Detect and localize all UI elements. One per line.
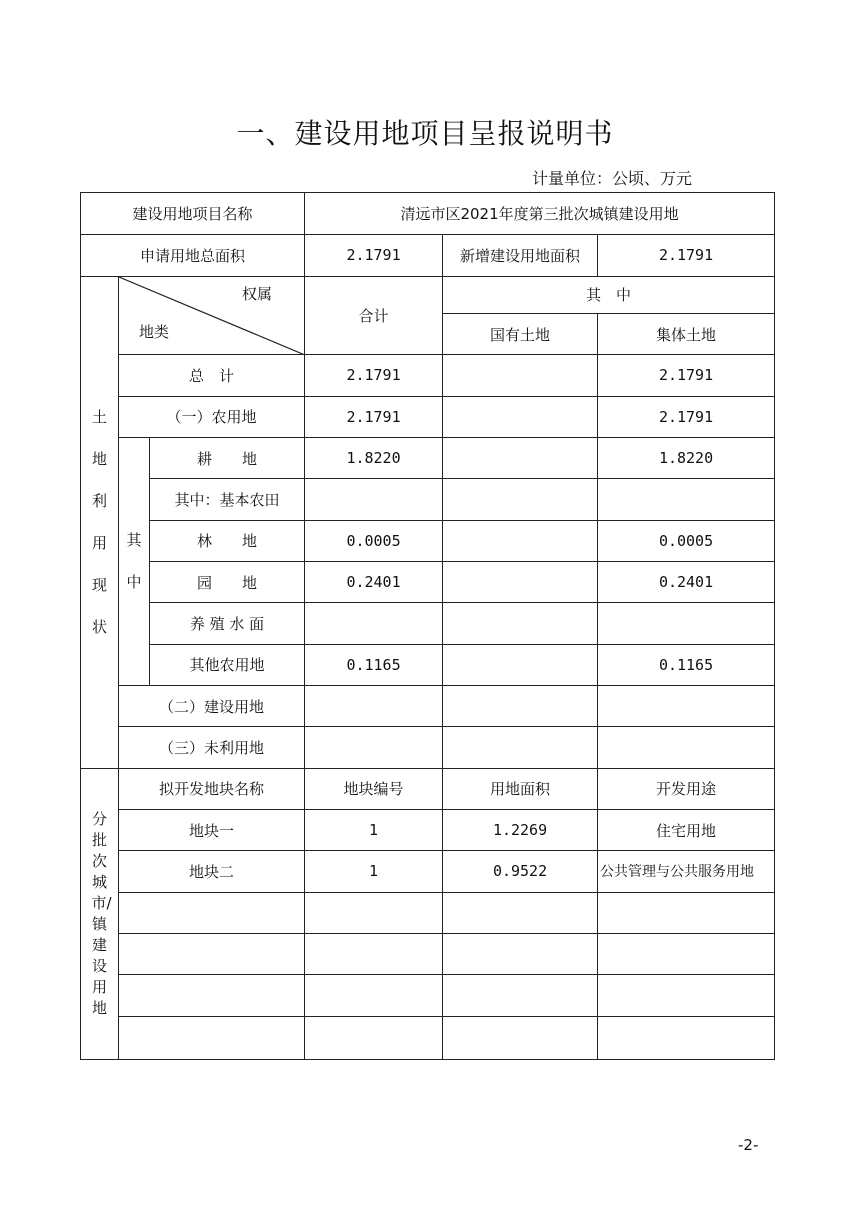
land-row-total-value: 0.1165: [305, 644, 443, 685]
land-row-label: （二）建设用地: [119, 685, 305, 726]
page-number: -2-: [738, 1136, 759, 1154]
parcel-area-header: 用地面积: [443, 768, 598, 809]
parcel-name: [119, 975, 305, 1016]
land-type-header: 地类: [139, 323, 170, 342]
land-row-unused: [81, 727, 775, 768]
land-row-collective-value: 2.1791: [598, 396, 775, 437]
parcel-number: [305, 892, 443, 933]
land-row-state-value: [443, 561, 598, 602]
project-form-table: [80, 192, 775, 1060]
land-row-forest: [81, 520, 775, 561]
land-row-total-value: 1.8220: [305, 437, 443, 478]
land-row-label: （三）未利用地: [119, 727, 305, 768]
parcel-name: 地块二: [119, 851, 305, 892]
land-row-state-value: [443, 437, 598, 478]
land-row-collective-value: 0.1165: [598, 644, 775, 685]
land-row-state-value: [443, 603, 598, 644]
land-row-collective-value: 2.1791: [598, 355, 775, 396]
land-row-total-value: 0.0005: [305, 520, 443, 561]
land-row-label: 林 地: [150, 520, 305, 561]
new-area-value: 2.1791: [598, 235, 775, 276]
parcel-section-text: 分批次城市/镇建设用地: [91, 809, 112, 1017]
parcel-use: [598, 933, 775, 974]
parcel-area: [443, 933, 598, 974]
parcel-row: [81, 933, 775, 974]
parcel-name: 地块一: [119, 809, 305, 850]
parcel-use: 公共管理与公共服务用地: [598, 851, 775, 892]
land-row-label: 总 计: [119, 355, 305, 396]
land-row-label: 园 地: [150, 561, 305, 602]
total-header: 合计: [305, 276, 443, 355]
land-row-agricultural: [81, 396, 775, 437]
land-row-state-value: [443, 479, 598, 520]
land-row-total-value: [305, 727, 443, 768]
state-owned-header: 国有土地: [443, 313, 598, 354]
land-row-state-value: [443, 685, 598, 726]
parcel-use: [598, 892, 775, 933]
land-row-construction: [81, 685, 775, 726]
land-row-collective-value: 0.2401: [598, 561, 775, 602]
land-row-collective-value: 0.0005: [598, 520, 775, 561]
diagonal-line: [119, 277, 304, 355]
parcel-use: 住宅用地: [598, 809, 775, 850]
parcel-area: 1.2269: [443, 809, 598, 850]
parcel-row: [81, 809, 775, 850]
land-row-state-value: [443, 396, 598, 437]
land-row-total-value: [305, 603, 443, 644]
land-row-label: 养 殖 水 面: [150, 603, 305, 644]
land-header-row-1: [81, 276, 775, 313]
project-name-label: 建设用地项目名称: [81, 193, 305, 235]
parcel-area: 0.9522: [443, 851, 598, 892]
land-row-collective-value: [598, 685, 775, 726]
collective-header: 集体土地: [598, 313, 775, 354]
land-row-total-value: 0.2401: [305, 561, 443, 602]
land-use-section-text: 土地利用现状: [91, 408, 107, 637]
parcel-row: [81, 851, 775, 892]
land-row-aquaculture: [81, 603, 775, 644]
parcel-header-row: [81, 768, 775, 809]
page-title: 一、建设用地项目呈报说明书: [236, 117, 614, 150]
parcel-number: [305, 1016, 443, 1059]
land-row-total-value: 2.1791: [305, 396, 443, 437]
parcel-name-header: 拟开发地块名称: [119, 768, 305, 809]
new-area-label: 新增建设用地面积: [443, 235, 598, 276]
parcel-use: [598, 1016, 775, 1059]
project-name-value: 清远市区2021年度第三批次城镇建设用地: [305, 193, 775, 235]
total-area-label: 申请用地总面积: [81, 235, 305, 276]
land-row-collective-value: 1.8220: [598, 437, 775, 478]
land-row-garden: [81, 561, 775, 602]
land-row-label: （一）农用地: [119, 396, 305, 437]
parcel-section-label: [81, 768, 119, 1059]
parcel-number-header: 地块编号: [305, 768, 443, 809]
parcel-number: 1: [305, 809, 443, 850]
land-row-state-value: [443, 727, 598, 768]
parcel-row: [81, 975, 775, 1016]
land-use-section-label: [81, 276, 119, 768]
total-area-value: 2.1791: [305, 235, 443, 276]
land-row-total-value: [305, 479, 443, 520]
land-row-other-agricultural: [81, 644, 775, 685]
area-row: [81, 235, 775, 276]
parcel-use: [598, 975, 775, 1016]
ownership-header: 权属: [242, 284, 273, 303]
land-row-collective-value: [598, 603, 775, 644]
parcel-use-header: 开发用途: [598, 768, 775, 809]
land-row-label: 其中：基本农田: [150, 479, 305, 520]
land-row-basic-farmland: [81, 479, 775, 520]
land-row-state-value: [443, 644, 598, 685]
land-row-label: 耕 地: [150, 437, 305, 478]
parcel-name: [119, 892, 305, 933]
parcel-name: [119, 933, 305, 974]
land-row-total: [81, 355, 775, 396]
parcel-area: [443, 975, 598, 1016]
of-which-header: 其 中: [443, 276, 775, 313]
parcel-area: [443, 1016, 598, 1059]
land-row-total-value: [305, 685, 443, 726]
unit-note: 计量单位：公顷、万元: [531, 169, 692, 188]
land-row-collective-value: [598, 727, 775, 768]
project-name-row: [81, 193, 775, 235]
parcel-row: [81, 1016, 775, 1059]
sub-group-text: 其中: [126, 531, 142, 592]
parcel-number: [305, 975, 443, 1016]
sub-group-label: [119, 437, 150, 685]
land-row-label: 其他农用地: [150, 644, 305, 685]
parcel-number: 1: [305, 851, 443, 892]
land-row-state-value: [443, 355, 598, 396]
land-row-total-value: 2.1791: [305, 355, 443, 396]
land-row-cultivated: [81, 437, 775, 478]
parcel-number: [305, 933, 443, 974]
land-row-collective-value: [598, 479, 775, 520]
parcel-area: [443, 892, 598, 933]
parcel-row: [81, 892, 775, 933]
parcel-name: [119, 1016, 305, 1059]
diagonal-header-cell: [119, 276, 305, 355]
land-row-state-value: [443, 520, 598, 561]
